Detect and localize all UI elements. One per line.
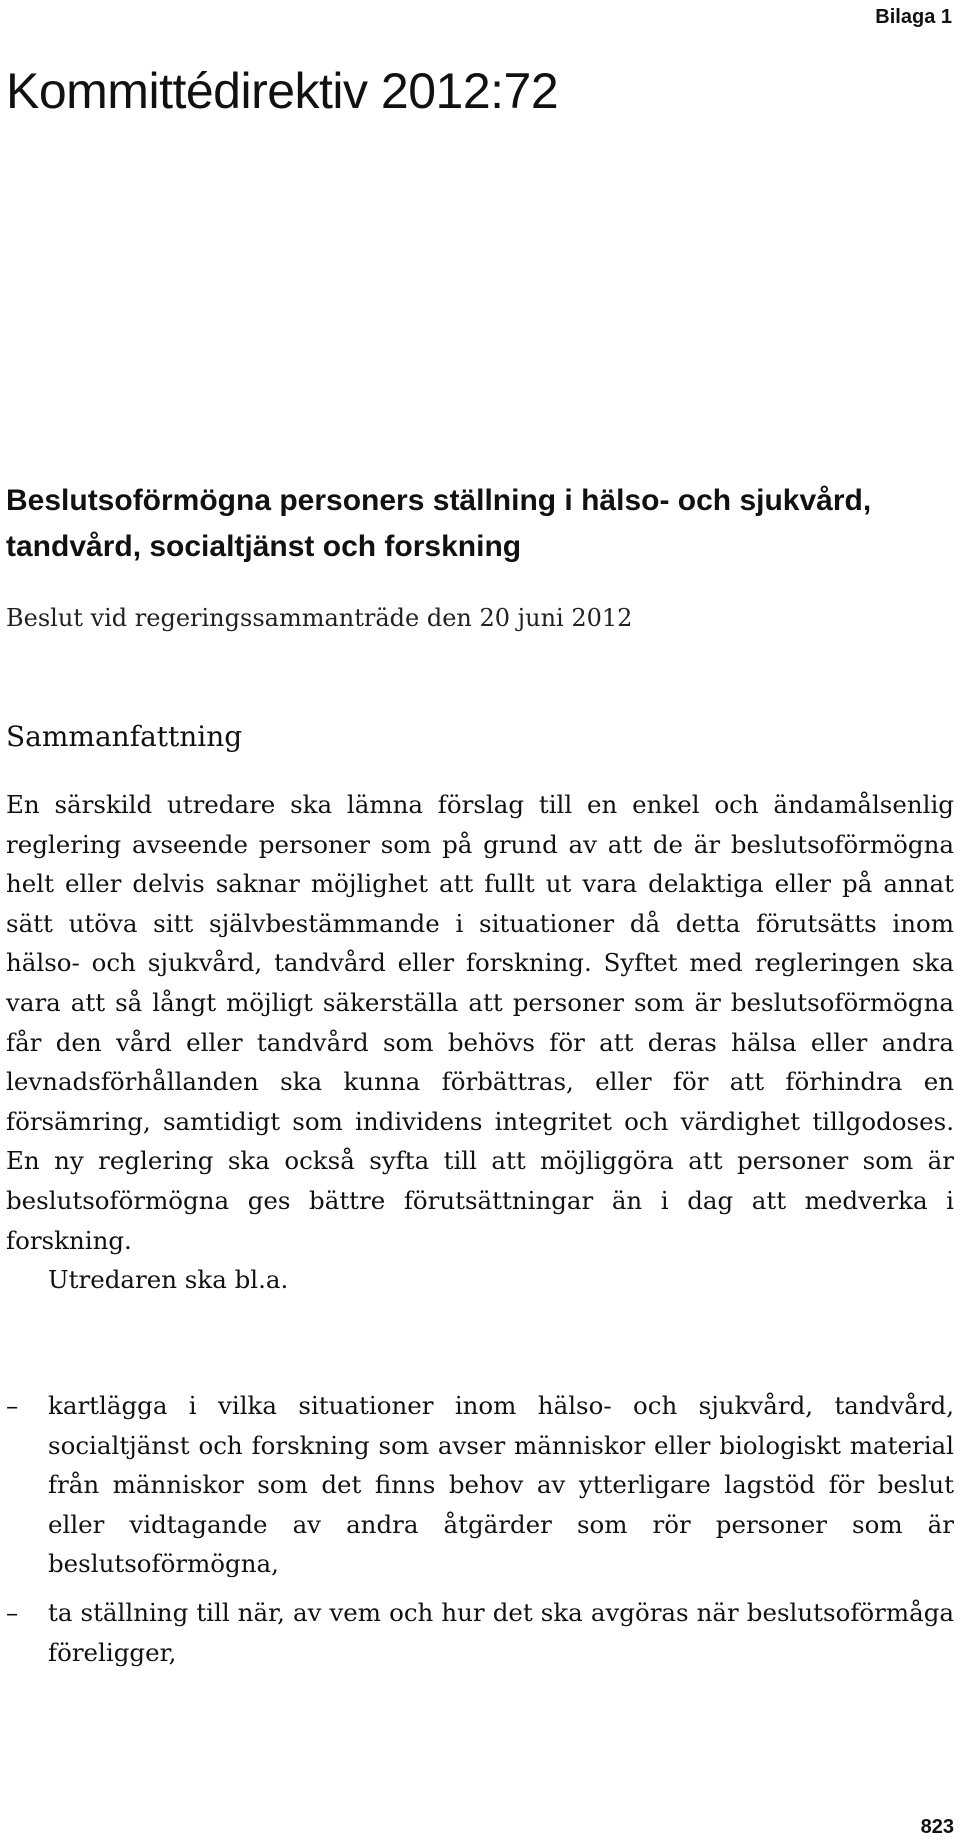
list-item — [6, 1386, 954, 1584]
decision-line: Beslut vid regeringssammanträde den 20 juni 2012 — [6, 604, 633, 632]
summary-body — [6, 785, 954, 1300]
summary-paragraph: En särskild utredare ska lämna förslag till en enkel och ändamålsenlig reglering avseende personer som på grund av att de är beslutsoförmögna helt eller delvis saknar möjlighet att fullt ut vara delaktiga eller på annat sätt utöva sitt självbestämmande i situationer då detta förutsätts inom hälso- och sjukvård, tandvård eller forskning. Syftet med regleringen ska vara att så långt möjligt säkerställa att personer som är beslutsoförmögna får den vård eller tandvård som behövs för att deras hälsa eller andra levnadsförhållanden ska kunna förbättras, eller för att förhindra en försämring, samtidigt som individens integritet och värdighet tillgodoses. En ny reglering ska också syfta till att möjliggöra att personer som är beslutsoförmögna ges bättre förutsättningar än i dag att medverka i forskning. — [6, 790, 954, 1255]
list-item-text: kartlägga i vilka situationer inom hälso- och sjukvård, tandvård, socialtjänst och forskning som avser människor eller biologiskt material från människor som det finns behov av ytterligare lagstöd för beslut eller vidtagande av andra åtgärder som rör personer som är beslutsoförmögna, — [48, 1391, 954, 1579]
list-item-text: ta ställning till när, av vem och hur det ska avgöras när beslutsoförmåga föreligger, — [48, 1597, 954, 1667]
document-title: Kommittédirektiv 2012:72 — [6, 63, 559, 119]
subject-heading: Beslutsoförmögna personers ställning i hälso- och sjukvård, tandvård, socialtjänst och forskning — [6, 484, 872, 563]
appendix-label: Bilaga 1 — [875, 6, 952, 28]
dash-bullet: – — [6, 1391, 19, 1420]
list-item — [6, 1593, 954, 1672]
section-heading-summary: Sammanfattning — [6, 720, 243, 753]
task-list — [6, 1386, 954, 1681]
page-number: 823 — [920, 1816, 954, 1838]
dash-bullet: – — [6, 1597, 19, 1627]
tasks-intro: Utredaren ska bl.a. — [48, 1265, 289, 1295]
